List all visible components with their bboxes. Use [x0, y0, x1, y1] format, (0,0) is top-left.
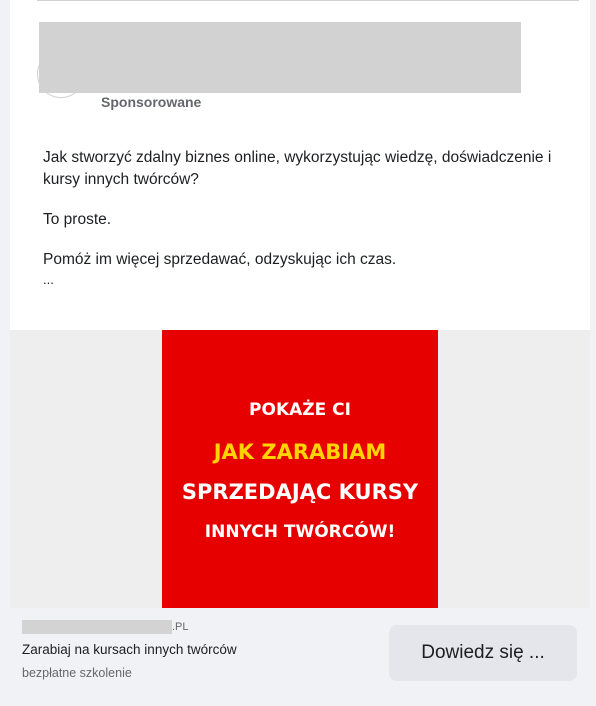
post-paragraph: To proste. [43, 211, 112, 228]
sponsored-post-card [10, 0, 590, 696]
link-preview-bar[interactable] [10, 608, 590, 696]
ad-headline-line1: POKAŻE CI [249, 400, 351, 420]
post-paragraph: Pomóż im więcej sprzedawać, odzyskując ich czas. [43, 251, 397, 268]
redacted-domain [22, 620, 172, 634]
link-domain-suffix: .PL [172, 621, 189, 633]
post-paragraph: Jak stworzyć zdalny biznes online, wykorzystując wiedzę, doświadczenie i kursy innych twórców? [43, 149, 552, 188]
post-text [43, 147, 573, 287]
link-title[interactable]: Zarabiaj na kursach innych twórców [22, 642, 237, 657]
ad-creative-image[interactable] [162, 330, 438, 608]
link-description: bezpłatne szkolenie [22, 666, 132, 680]
see-more-ellipsis[interactable]: ... [43, 272, 54, 287]
ad-headline-line4: INNYCH TWÓRCÓW! [204, 522, 396, 542]
ad-headline-line2: JAK ZARABIAM [213, 440, 387, 464]
sponsored-label[interactable]: Sponsorowane [101, 94, 202, 110]
learn-more-button[interactable]: Dowiedz się ... [389, 625, 577, 681]
top-divider [37, 0, 579, 1]
redacted-advertiser-name [39, 22, 521, 93]
ad-headline-line3: SPRZEDAJĄC KURSY [181, 480, 419, 504]
media-area [10, 330, 590, 608]
